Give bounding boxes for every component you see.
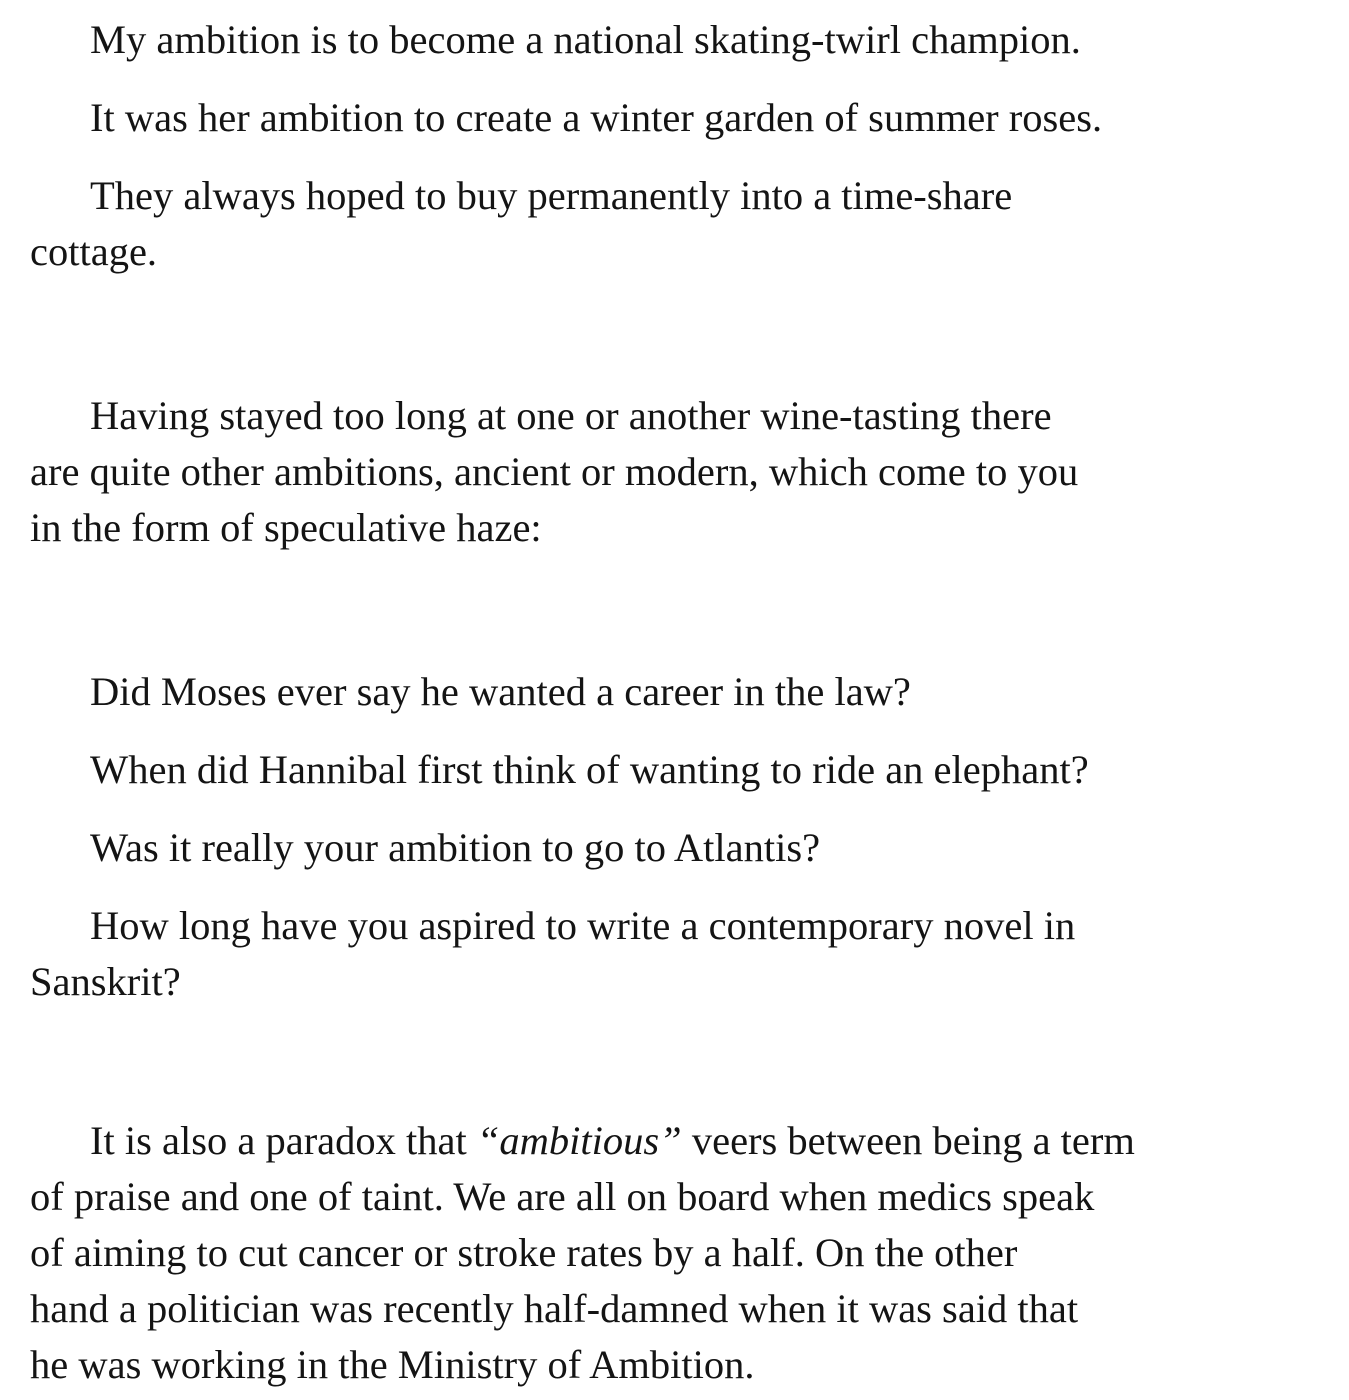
question-hannibal: When did Hannibal first think of wanting to ride an elephant? xyxy=(90,747,1089,792)
text-line: in the form of speculative haze: xyxy=(30,505,542,550)
question-moses: Did Moses ever say he wanted a career in the law? xyxy=(90,669,911,714)
text-line: hand a politician was recently half-damned when it was said that xyxy=(30,1286,1079,1331)
paragraph-time-share xyxy=(30,168,1320,280)
text-line: Sanskrit? xyxy=(30,959,181,1004)
text-line: he was working in the Ministry of Ambition. xyxy=(30,1342,755,1387)
text-line: of praise and one of taint. We are all on board when medics speak xyxy=(30,1174,1095,1219)
text-line: They always hoped to buy permanently into a time-share xyxy=(90,173,1013,218)
text-line: of aiming to cut cancer or stroke rates by a half. On the other xyxy=(30,1230,1018,1275)
italic-word-ambitious: “ambitious” xyxy=(476,1118,682,1163)
paragraph-wine-tasting xyxy=(30,388,1320,556)
paragraph-winter-garden: It was her ambition to create a winter garden of summer roses. xyxy=(90,95,1103,140)
text-line xyxy=(30,1113,1320,1169)
question-sanskrit xyxy=(30,898,1320,1010)
text-line: Having stayed too long at one or another wine-tasting there xyxy=(90,393,1052,438)
document-page xyxy=(30,12,1320,1393)
text-segment: veers between being a term xyxy=(681,1118,1135,1163)
text-line: How long have you aspired to write a contemporary novel in xyxy=(90,903,1076,948)
text-segment: It is also a paradox that xyxy=(90,1118,477,1163)
paragraph-paradox xyxy=(30,1113,1320,1393)
text-line: cottage. xyxy=(30,229,158,274)
question-atlantis: Was it really your ambition to go to Atlantis? xyxy=(90,825,821,870)
text-line: are quite other ambitions, ancient or modern, which come to you xyxy=(30,449,1079,494)
paragraph-skating-ambition: My ambition is to become a national skating-twirl champion. xyxy=(90,17,1081,62)
